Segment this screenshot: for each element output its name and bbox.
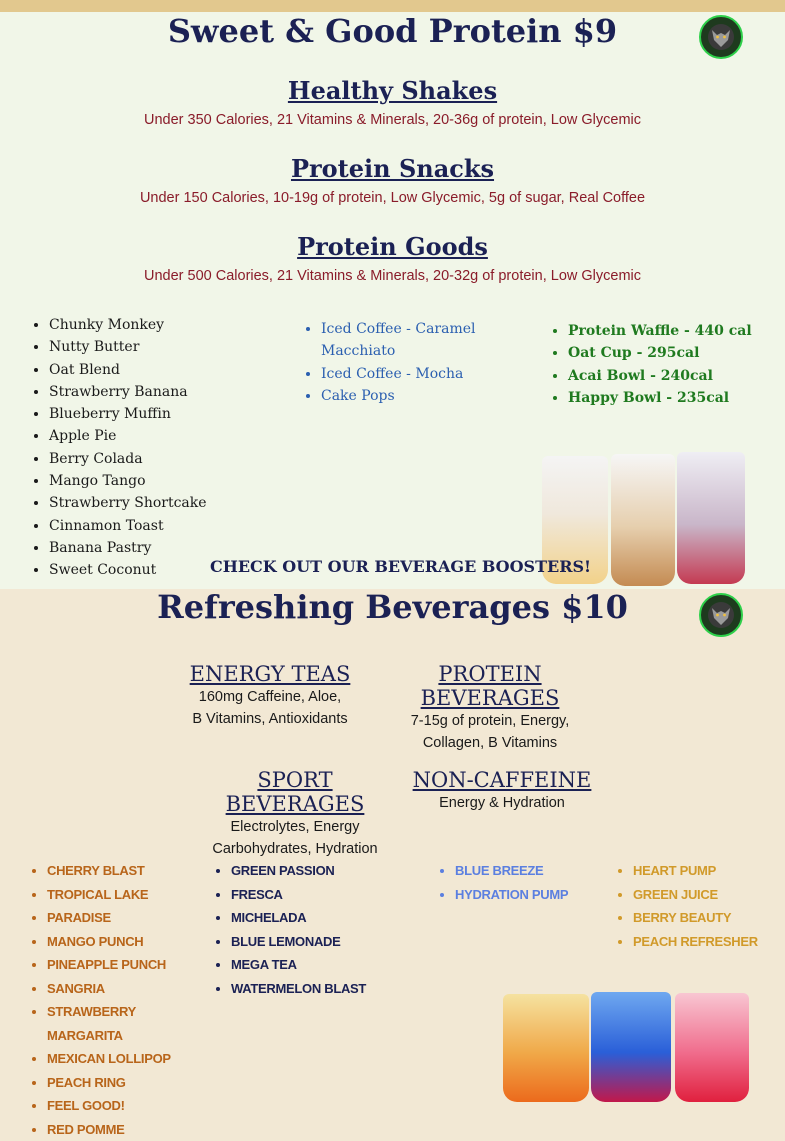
list-item: • SANGRIA bbox=[47, 977, 209, 1001]
list-item: • WATERMELON BLAST bbox=[231, 977, 383, 1001]
list-item: • Happy Bowl - 235cal bbox=[568, 387, 770, 409]
protein-beverages-list bbox=[213, 859, 383, 1000]
list-item: • BLUE LEMONADE bbox=[231, 930, 383, 954]
logo-bottom bbox=[699, 593, 743, 637]
category-non-caffeine-desc: Energy & Hydration bbox=[412, 792, 592, 814]
category-energy-teas bbox=[170, 662, 370, 730]
list-item: • FRESCA bbox=[231, 883, 383, 907]
list-item: • MEXICAN LOLLIPOP bbox=[47, 1047, 209, 1071]
category-protein-beverages bbox=[370, 662, 610, 754]
category-protein-goods-desc: Under 500 Calories, 21 Vitamins & Minerals, 20-32g of protein, Low Glycemic bbox=[0, 268, 785, 284]
category-non-caffeine-title: NON-CAFFEINE bbox=[412, 768, 592, 792]
list-item: • Nutty Butter bbox=[49, 336, 231, 358]
list-item: • GREEN PASSION bbox=[231, 859, 383, 883]
list-item: • Sweet Coconut bbox=[49, 559, 231, 581]
list-item: • Oat Cup - 295cal bbox=[568, 342, 770, 364]
list-item: • HYDRATION PUMP bbox=[455, 883, 597, 907]
list-item: • Acai Bowl - 240cal bbox=[568, 365, 770, 387]
snacks-list bbox=[303, 318, 493, 407]
list-item: • Strawberry Shortcake bbox=[49, 492, 231, 514]
category-protein-beverages-title: PROTEIN BEVERAGES bbox=[370, 662, 610, 710]
category-energy-teas-desc: 160mg Caffeine, Aloe, bbox=[170, 686, 370, 708]
booster-callout: CHECK OUT OUR BEVERAGE BOOSTERS! bbox=[210, 557, 591, 576]
list-item: • GREEN JUICE bbox=[633, 883, 775, 907]
list-item: • PEACH REFRESHER bbox=[633, 930, 775, 954]
wolf-icon bbox=[706, 22, 736, 52]
category-sport-beverages bbox=[190, 768, 400, 860]
category-protein-snacks-desc: Under 150 Calories, 10-19g of protein, Low Glycemic, 5g of sugar, Real Coffee bbox=[0, 190, 785, 206]
list-item: • TROPICAL LAKE bbox=[47, 883, 209, 907]
list-item: • MICHELADA bbox=[231, 906, 383, 930]
wolf-icon bbox=[706, 600, 736, 630]
list-item: • BLUE BREEZE bbox=[455, 859, 597, 883]
list-item: • Iced Coffee - Mocha bbox=[321, 363, 493, 385]
list-item: • STRAWBERRY MARGARITA bbox=[47, 1000, 209, 1047]
shakes-list bbox=[31, 314, 231, 582]
category-energy-teas-title: ENERGY TEAS bbox=[170, 662, 370, 686]
category-healthy-shakes: Healthy Shakes bbox=[0, 76, 785, 105]
list-item: • PINEAPPLE PUNCH bbox=[47, 953, 209, 977]
list-item: • Blueberry Muffin bbox=[49, 403, 231, 425]
category-protein-beverages-desc: 7-15g of protein, Energy, bbox=[370, 710, 610, 732]
list-item: • FEEL GOOD! bbox=[47, 1094, 209, 1118]
category-protein-snacks: Protein Snacks bbox=[0, 154, 785, 183]
list-item: • BERRY BEAUTY bbox=[633, 906, 775, 930]
list-item: • MEGA TEA bbox=[231, 953, 383, 977]
shake-cup-image bbox=[611, 454, 675, 586]
list-item: • Banana Pastry bbox=[49, 537, 231, 559]
list-item: • PEACH RING bbox=[47, 1071, 209, 1095]
beverage-cup-image bbox=[591, 992, 671, 1102]
list-item: • Oat Blend bbox=[49, 359, 231, 381]
category-energy-teas-desc: B Vitamins, Antioxidants bbox=[170, 708, 370, 730]
list-item: • Cinnamon Toast bbox=[49, 515, 231, 537]
logo-top bbox=[699, 15, 743, 59]
list-item: • MANGO PUNCH bbox=[47, 930, 209, 954]
shake-cup-image bbox=[677, 452, 745, 584]
top-bar bbox=[0, 0, 785, 12]
beverage-cup-image bbox=[675, 993, 749, 1102]
category-healthy-shakes-desc: Under 350 Calories, 21 Vitamins & Minerals, 20-36g of protein, Low Glycemic bbox=[0, 112, 785, 128]
list-item: • Cake Pops bbox=[321, 385, 493, 407]
non-caffeine-list bbox=[615, 859, 775, 953]
category-sport-beverages-desc: Electrolytes, Energy bbox=[190, 816, 400, 838]
list-item: • Iced Coffee - Caramel Macchiato bbox=[321, 318, 493, 363]
category-sport-beverages-desc: Carbohydrates, Hydration bbox=[190, 838, 400, 860]
energy-teas-list bbox=[29, 859, 209, 1141]
sport-beverages-list bbox=[437, 859, 597, 906]
list-item: • RED POMME bbox=[47, 1118, 209, 1141]
goods-list bbox=[550, 320, 770, 409]
category-protein-goods: Protein Goods bbox=[0, 232, 785, 261]
list-item: • Mango Tango bbox=[49, 470, 231, 492]
beverages-title: Refreshing Beverages $10 bbox=[0, 588, 785, 626]
category-non-caffeine bbox=[412, 768, 592, 814]
category-protein-beverages-desc: Collagen, B Vitamins bbox=[370, 732, 610, 754]
list-item: • Berry Colada bbox=[49, 448, 231, 470]
list-item: • HEART PUMP bbox=[633, 859, 775, 883]
protein-title: Sweet & Good Protein $9 bbox=[0, 12, 785, 50]
list-item: • Apple Pie bbox=[49, 425, 231, 447]
list-item: • Chunky Monkey bbox=[49, 314, 231, 336]
list-item: • CHERRY BLAST bbox=[47, 859, 209, 883]
beverage-cup-image bbox=[503, 994, 589, 1102]
list-item: • Strawberry Banana bbox=[49, 381, 231, 403]
list-item: • PARADISE bbox=[47, 906, 209, 930]
list-item: • Protein Waffle - 440 cal bbox=[568, 320, 770, 342]
category-sport-beverages-title: SPORT BEVERAGES bbox=[190, 768, 400, 816]
